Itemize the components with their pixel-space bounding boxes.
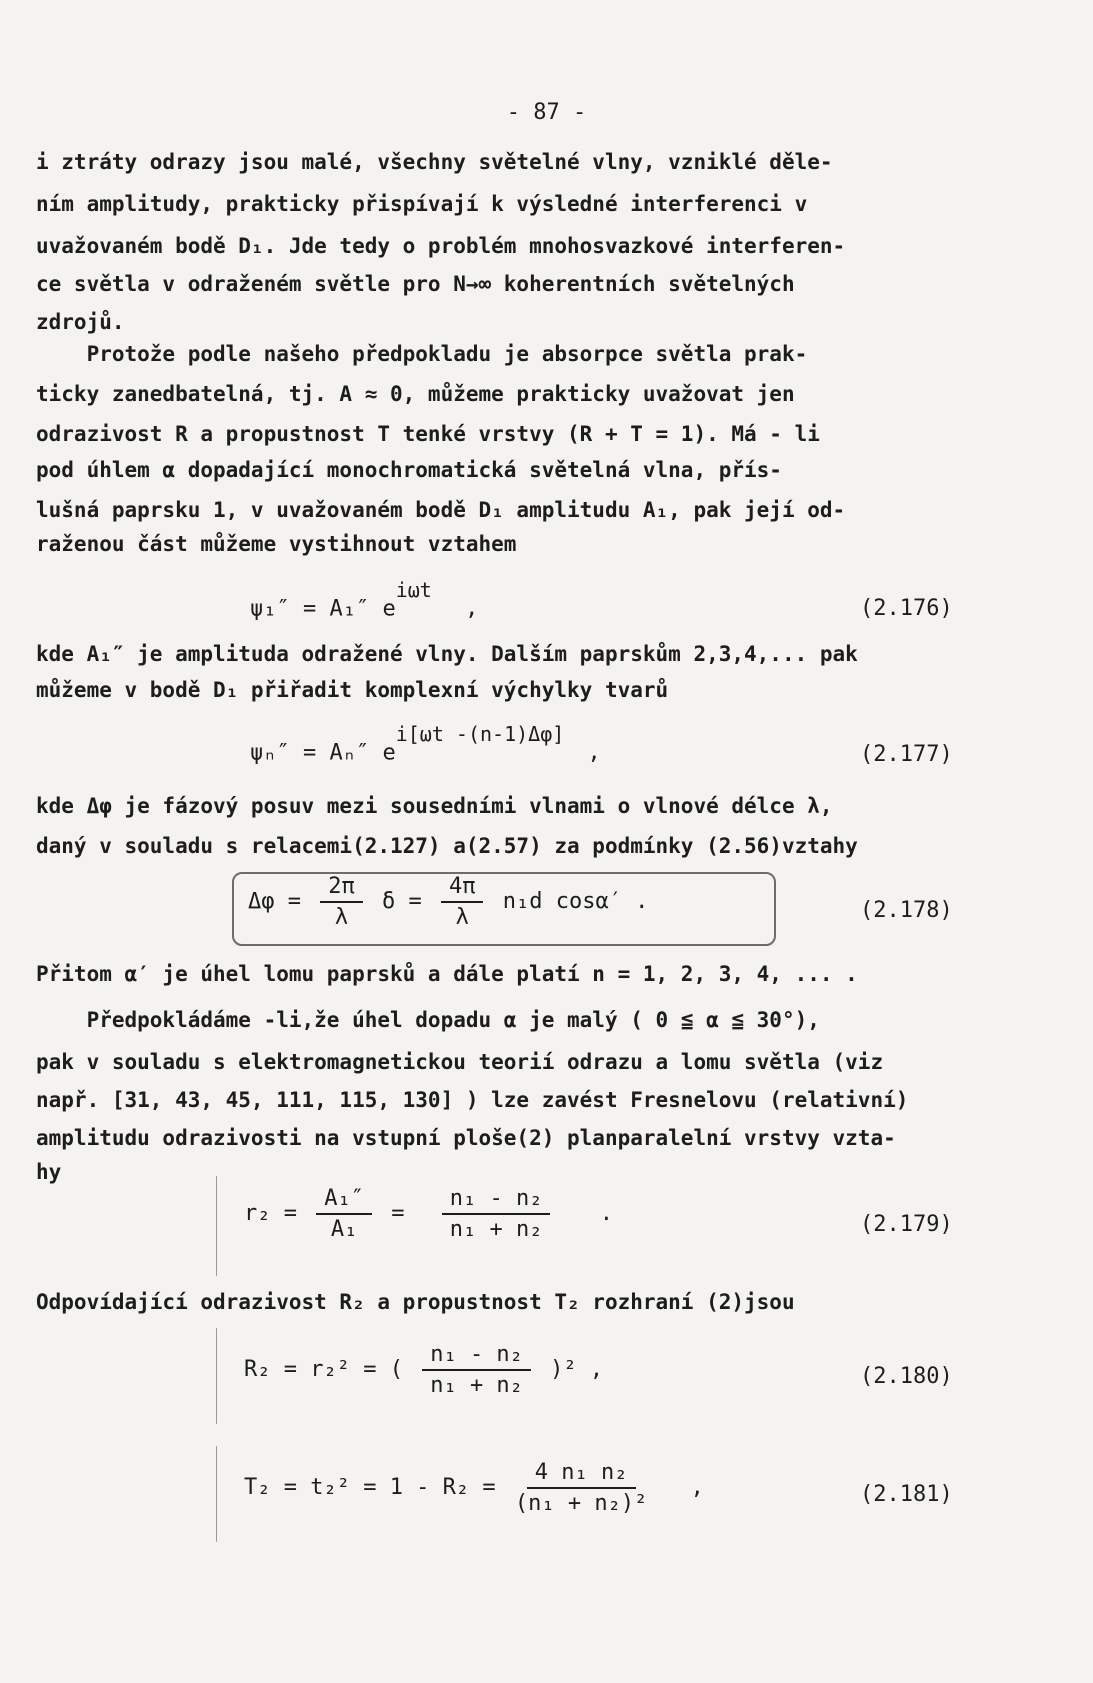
text-line: např. [31, 43, 45, 111, 115, 130] ) lze zavést Fresnelovu (relativní) xyxy=(36,1088,909,1112)
equation-2-181 xyxy=(244,1460,704,1516)
equation-term: n₁d cosα′ . xyxy=(502,889,649,914)
equation-lhs: Δφ = xyxy=(248,889,301,914)
equation-brace xyxy=(216,1328,217,1424)
fraction-numerator: 2π xyxy=(320,874,363,903)
text-line: můžeme v bodě D₁ přiřadit komplexní výchylky tvarů xyxy=(36,678,669,702)
text-line: uvažovaném bodě D₁. Jde tedy o problém mnohosvazkové interferen- xyxy=(36,234,846,258)
text-line: kde Δφ je fázový posuv mezi sousedními vlnami o vlnové délce λ, xyxy=(36,794,833,818)
text-line: pod úhlem α dopadající monochromatická světelná vlna, přís- xyxy=(36,458,782,482)
fraction xyxy=(320,874,363,930)
equation-rhs: )² , xyxy=(550,1357,604,1382)
equation-number: (2.179) xyxy=(860,1212,953,1237)
equation-2-178 xyxy=(248,874,648,930)
text-line: i ztráty odrazy jsou malé, všechny světelné vlny, vzniklé děle- xyxy=(36,150,833,174)
equation-lhs: ψ₁″ = A₁″ e xyxy=(250,596,396,622)
text-line: pak v souladu s elektromagnetickou teorií odrazu a lomu světla (viz xyxy=(36,1050,884,1074)
equation-exponent: iωt xyxy=(395,578,432,602)
text-line: daný v souladu s relacemi(2.127) a(2.57) za podmínky (2.56)vztahy xyxy=(36,834,858,858)
equation-number: (2.180) xyxy=(860,1364,953,1389)
equation-lhs: r₂ = xyxy=(244,1201,297,1226)
fraction xyxy=(316,1186,372,1242)
text-line: odrazivost R a propustnost T tenké vrstvy (R + T = 1). Má - li xyxy=(36,422,820,446)
equation-2-180 xyxy=(244,1342,603,1398)
equation-punct: . xyxy=(599,1201,613,1226)
text-line: zdrojů. xyxy=(36,310,125,334)
equation-punct: , xyxy=(690,1475,704,1500)
fraction-denominator: λ xyxy=(455,905,469,930)
equation-term: δ = xyxy=(381,889,422,914)
equation-number: (2.181) xyxy=(860,1482,953,1507)
fraction-numerator: n₁ - n₂ xyxy=(422,1342,531,1371)
equation-lhs: T₂ = t₂² = 1 - R₂ = xyxy=(244,1475,496,1500)
text-line: Přitom α′ je úhel lomu paprsků a dále platí n = 1, 2, 3, 4, ... . xyxy=(36,962,858,986)
text-line: lušná paprsku 1, v uvažovaném bodě D₁ amplitudu A₁, pak její od- xyxy=(36,498,846,522)
fraction-denominator: (n₁ + n₂)² xyxy=(514,1491,648,1516)
fraction-numerator: A₁″ xyxy=(316,1186,372,1215)
fraction xyxy=(442,1186,551,1242)
equation-number: (2.176) xyxy=(860,596,953,621)
equation-punct: , xyxy=(587,740,601,766)
fraction-denominator: A₁ xyxy=(330,1217,358,1242)
text-line: ce světla v odraženém světle pro N→∞ koherentních světelných xyxy=(36,272,795,296)
text-line: Odpovídající odrazivost R₂ a propustnost T₂ rozhraní (2)jsou xyxy=(36,1290,795,1314)
text-line: Předpokládáme -li,že úhel dopadu α je malý ( 0 ≦ α ≦ 30°), xyxy=(36,1008,820,1032)
equation-2-177 xyxy=(250,722,601,766)
fraction-numerator: 4π xyxy=(441,874,484,903)
fraction-denominator: n₁ + n₂ xyxy=(430,1373,523,1398)
equation-lhs: R₂ = r₂² = ( xyxy=(244,1357,403,1382)
equation-punct: , xyxy=(465,596,479,622)
fraction xyxy=(441,874,484,930)
text-line: hy xyxy=(36,1160,62,1184)
text-line: ticky zanedbatelná, tj. A ≈ 0, můžeme prakticky uvažovat jen xyxy=(36,382,795,406)
text-line: raženou část můžeme vystihnout vztahem xyxy=(36,532,517,556)
fraction-numerator: 4 n₁ n₂ xyxy=(527,1460,636,1489)
equation-number: (2.177) xyxy=(860,742,953,767)
page-number: - 87 - xyxy=(506,100,587,125)
fraction-numerator: n₁ - n₂ xyxy=(442,1186,551,1215)
text-line: ním amplitudy, prakticky přispívají k výsledné interferenci v xyxy=(36,192,808,216)
text-line: Protože podle našeho předpokladu je absorpce světla prak- xyxy=(36,342,808,366)
text-line: kde A₁″ je amplituda odražené vlny. Dalším paprskům 2,3,4,... pak xyxy=(36,642,858,666)
equation-brace xyxy=(216,1446,217,1542)
fraction xyxy=(515,1460,647,1516)
equation-term: = xyxy=(391,1201,405,1226)
equation-brace xyxy=(216,1176,217,1276)
equation-lhs: ψₙ″ = Aₙ″ e xyxy=(250,740,396,766)
equation-2-176 xyxy=(250,578,479,622)
equation-2-179 xyxy=(244,1186,613,1242)
fraction-denominator: n₁ + n₂ xyxy=(449,1217,543,1242)
equation-number: (2.178) xyxy=(860,898,953,923)
equation-exponent: i[ωt -(n-1)Δφ] xyxy=(395,722,565,746)
text-line: amplitudu odrazivosti na vstupní ploše(2) planparalelní vrstvy vzta- xyxy=(36,1126,896,1150)
fraction xyxy=(422,1342,531,1398)
fraction-denominator: λ xyxy=(334,905,349,930)
